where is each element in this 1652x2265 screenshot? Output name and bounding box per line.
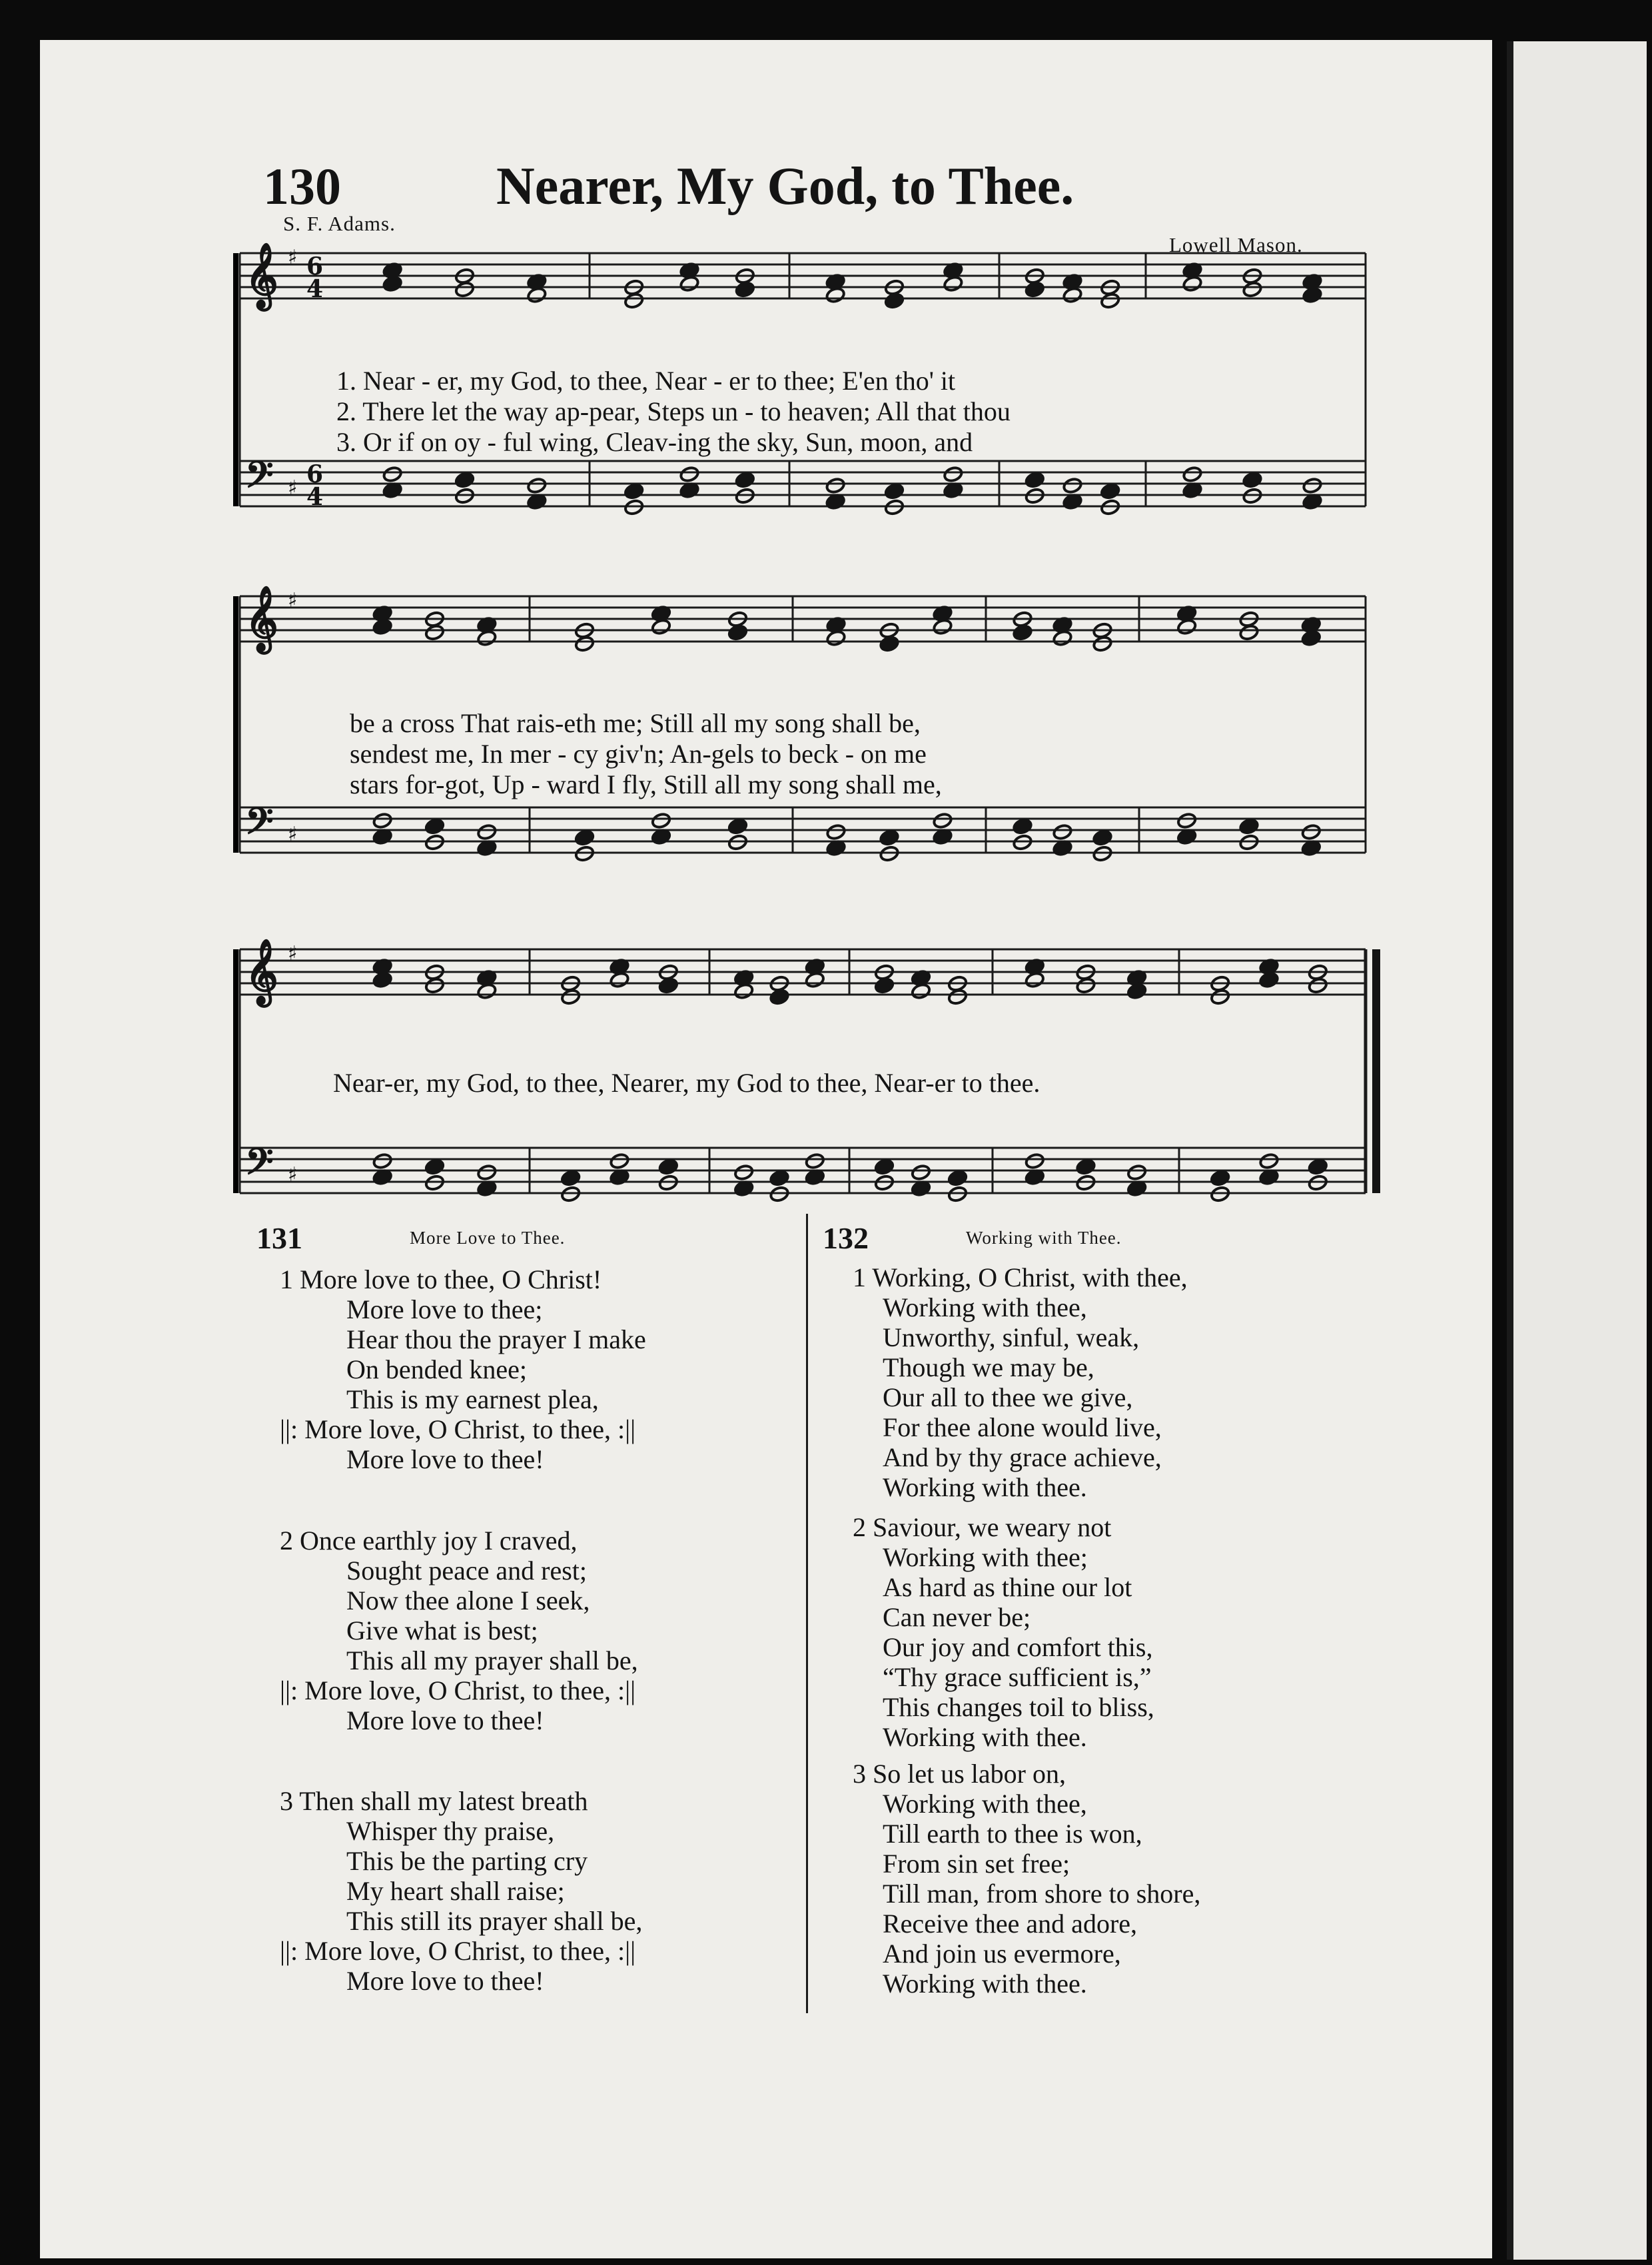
- note-head: [1062, 286, 1083, 304]
- note-head: [424, 624, 445, 642]
- note-head: [1259, 1152, 1280, 1170]
- verse-line: 1 Working, O Christ, with thee,: [853, 1262, 1188, 1292]
- note-head: [933, 812, 953, 829]
- verse-line: 3 Then shall my latest breath: [280, 1786, 588, 1816]
- verse-line: For thee alone would live,: [883, 1412, 1162, 1442]
- note-head: [424, 977, 445, 995]
- note-head: [943, 275, 964, 292]
- verse-line: 3 So let us labor on,: [853, 1759, 1066, 1789]
- note-head: [1092, 636, 1113, 653]
- verse-line: More love to thee!: [346, 1705, 544, 1735]
- verse-line: Working with thee.: [883, 1472, 1087, 1502]
- sharp-icon: ♯: [288, 246, 298, 269]
- note-head: [454, 281, 475, 298]
- lyric-line: be a cross That rais-eth me; Still all my song shall be,: [350, 708, 921, 738]
- note-head: [1052, 823, 1073, 841]
- note-head: [874, 1158, 895, 1176]
- note-head: [372, 1152, 393, 1170]
- system-bracket: [233, 596, 238, 853]
- bass-clef-icon: 𝄢: [245, 799, 274, 851]
- verse-line: “Thy grace sufficient is,”: [883, 1662, 1152, 1692]
- note-head: [727, 818, 748, 835]
- note-head: [1301, 823, 1322, 841]
- treble-clef-icon: 𝄞: [245, 242, 278, 308]
- verse-line: ||: More love, O Christ, to thee, :||: [280, 1414, 636, 1444]
- note-head: [933, 618, 953, 636]
- lyric-line: sendest me, In mer - cy giv'n; An-gels to beck - on me: [350, 739, 927, 769]
- words-credit: S. F. Adams.: [283, 212, 396, 235]
- verse-line: Working with thee,: [883, 1292, 1087, 1322]
- note-head: [1239, 818, 1260, 835]
- note-head: [574, 829, 595, 847]
- verse-line: More love to thee;: [346, 1294, 543, 1324]
- verse-line: 2 Once earthly joy I craved,: [280, 1526, 578, 1556]
- note-head: [825, 477, 846, 494]
- note-head: [805, 971, 825, 989]
- verse-line: Whisper thy praise,: [346, 1816, 555, 1846]
- note-head: [454, 472, 475, 489]
- note-head: [727, 624, 748, 642]
- verse-line: On bended knee;: [346, 1354, 528, 1384]
- verse-line: And by thy grace achieve,: [883, 1442, 1162, 1472]
- note-head: [769, 1170, 790, 1187]
- note-head: [1076, 977, 1096, 995]
- note-head: [651, 812, 671, 829]
- note-head: [610, 1152, 630, 1170]
- verse-line: Though we may be,: [883, 1352, 1094, 1382]
- time-signature: 4: [306, 275, 324, 303]
- bass-clef-icon: 𝄢: [245, 1140, 274, 1192]
- note-head: [372, 812, 393, 829]
- note-head: [1126, 983, 1147, 1000]
- note-head: [947, 989, 968, 1006]
- note-head: [477, 823, 498, 841]
- hymn-title: Nearer, My God, to Thee.: [496, 157, 1074, 216]
- note-head: [1301, 630, 1322, 647]
- verse-line: This all my prayer shall be,: [346, 1645, 638, 1675]
- note-head: [1025, 1152, 1045, 1170]
- note-head: [1259, 971, 1280, 989]
- note-head: [884, 483, 905, 500]
- system-bracket: [233, 949, 238, 1193]
- treble-clef-icon: 𝄞: [245, 938, 278, 1004]
- final-barline: [1372, 949, 1380, 1193]
- note-head: [769, 989, 790, 1006]
- verse-line: Working with thee;: [883, 1542, 1088, 1572]
- note-head: [1308, 1158, 1328, 1176]
- note-head: [679, 275, 700, 292]
- hymn-number: 131: [256, 1221, 302, 1255]
- note-head: [679, 466, 700, 483]
- note-head: [1052, 630, 1073, 647]
- note-head: [1025, 971, 1045, 989]
- note-head: [879, 829, 900, 847]
- verse-line: Working with thee.: [883, 1969, 1087, 1999]
- note-head: [1182, 466, 1203, 483]
- verse-line: 2 Saviour, we weary not: [853, 1512, 1112, 1542]
- verse-line: This changes toil to bliss,: [883, 1692, 1154, 1722]
- note-head: [1025, 281, 1045, 298]
- note-head: [947, 1170, 968, 1187]
- verse-line: 1 More love to thee, O Christ!: [280, 1264, 602, 1294]
- note-head: [1076, 1158, 1096, 1176]
- note-head: [1239, 624, 1260, 642]
- verse-line: Working with thee,: [883, 1789, 1087, 1819]
- verse-line: ||: More love, O Christ, to thee, :||: [280, 1675, 636, 1705]
- note-head: [1062, 477, 1083, 494]
- note-head: [825, 286, 846, 304]
- bass-clef-icon: 𝄢: [245, 453, 274, 505]
- note-head: [527, 286, 548, 304]
- note-head: [658, 1158, 679, 1176]
- verse-line: As hard as thine our lot: [883, 1572, 1132, 1602]
- time-signature: 6: [306, 460, 324, 488]
- note-head: [1210, 989, 1230, 1006]
- verse-line: This still its prayer shall be,: [346, 1906, 643, 1936]
- lyric-line: 2. There let the way ap-pear, Steps un - to heaven; All that thou: [336, 396, 1011, 426]
- note-head: [1013, 624, 1033, 642]
- hymn-number: 132: [823, 1221, 869, 1255]
- lyric-line: Near-er, my God, to thee, Nearer, my God to thee, Near-er to thee.: [333, 1068, 1040, 1098]
- note-head: [1126, 1164, 1147, 1181]
- note-head: [574, 636, 595, 653]
- note-head: [1182, 275, 1203, 292]
- note-head: [1176, 812, 1197, 829]
- note-head: [1302, 477, 1323, 494]
- note-head: [733, 1164, 754, 1181]
- verse-line: And join us evermore,: [883, 1939, 1121, 1969]
- verse-line: More love to thee!: [346, 1966, 544, 1996]
- note-head: [610, 971, 630, 989]
- verse-line: More love to thee!: [346, 1444, 544, 1474]
- note-head: [826, 823, 847, 841]
- note-head: [382, 466, 403, 483]
- verse-line: Give what is best;: [346, 1615, 538, 1645]
- note-head: [623, 292, 644, 310]
- verse-line: Hear thou the prayer I make: [346, 1324, 646, 1354]
- column-divider: [806, 1214, 808, 2013]
- note-head: [372, 971, 393, 989]
- verse-line: Working with thee.: [883, 1722, 1087, 1752]
- note-head: [911, 983, 931, 1000]
- note-head: [1013, 818, 1033, 835]
- sharp-icon: ♯: [288, 1163, 298, 1186]
- note-head: [1302, 286, 1323, 304]
- note-head: [1025, 472, 1045, 489]
- note-head: [805, 1152, 825, 1170]
- time-signature: 6: [306, 252, 324, 280]
- note-head: [874, 977, 895, 995]
- note-head: [382, 275, 403, 292]
- sharp-icon: ♯: [288, 823, 298, 846]
- note-head: [1242, 281, 1263, 298]
- system-bracket: [233, 253, 238, 506]
- sharp-icon: ♯: [288, 476, 298, 500]
- lyric-line: stars for-got, Up - ward I fly, Still all my song shall me,: [350, 769, 942, 799]
- note-head: [1100, 292, 1120, 310]
- note-head: [1092, 829, 1113, 847]
- verse-line: My heart shall raise;: [346, 1876, 565, 1906]
- hymn-number: 130: [263, 157, 341, 215]
- note-head: [879, 636, 900, 653]
- note-head: [733, 983, 754, 1000]
- note-head: [735, 281, 755, 298]
- note-head: [826, 630, 847, 647]
- lyric-line: 1. Near - er, my God, to thee, Near - er to thee; E'en tho' it: [336, 366, 956, 396]
- verse-line: Till man, from shore to shore,: [883, 1879, 1201, 1909]
- note-head: [623, 483, 644, 500]
- hymn-title: Working with Thee.: [966, 1228, 1122, 1248]
- note-head: [884, 292, 905, 310]
- hymn-title: More Love to Thee.: [410, 1228, 566, 1248]
- note-head: [477, 983, 498, 1000]
- sharp-icon: ♯: [288, 942, 298, 965]
- note-head: [477, 1164, 498, 1181]
- note-head: [560, 989, 581, 1006]
- verse-line: ||: More love, O Christ, to thee, :||: [280, 1936, 636, 1966]
- sharp-icon: ♯: [288, 589, 298, 612]
- note-head: [424, 818, 445, 835]
- verse-line: Our all to thee we give,: [883, 1382, 1133, 1412]
- note-head: [1210, 1170, 1230, 1187]
- note-head: [1100, 483, 1120, 500]
- note-head: [658, 977, 679, 995]
- verse-line: Sought peace and rest;: [346, 1556, 587, 1586]
- note-head: [424, 1158, 445, 1176]
- note-head: [943, 466, 964, 483]
- verse-line: This be the parting cry: [346, 1846, 588, 1876]
- note-head: [527, 477, 548, 494]
- verse-line: Unworthy, sinful, weak,: [883, 1322, 1140, 1352]
- note-head: [560, 1170, 581, 1187]
- verse-line: From sin set free;: [883, 1849, 1070, 1879]
- music-credit: Lowell Mason.: [1169, 233, 1303, 256]
- time-signature: 4: [306, 483, 324, 511]
- note-head: [477, 630, 498, 647]
- verse-line: Now thee alone I seek,: [346, 1586, 590, 1615]
- note-head: [1242, 472, 1263, 489]
- note-head: [372, 618, 393, 636]
- note-head: [1308, 977, 1328, 995]
- verse-line: Receive thee and adore,: [883, 1909, 1138, 1939]
- verse-line: Can never be;: [883, 1602, 1031, 1632]
- treble-clef-icon: 𝄞: [245, 585, 278, 651]
- verse-line: This is my earnest plea,: [346, 1384, 599, 1414]
- note-head: [735, 472, 755, 489]
- note-head: [651, 618, 671, 636]
- lyric-line: 3. Or if on oy - ful wing, Cleav-ing the sky, Sun, moon, and: [336, 427, 973, 457]
- note-head: [1176, 618, 1197, 636]
- verse-line: Till earth to thee is won,: [883, 1819, 1142, 1849]
- note-head: [911, 1164, 931, 1181]
- verse-line: Our joy and comfort this,: [883, 1632, 1153, 1662]
